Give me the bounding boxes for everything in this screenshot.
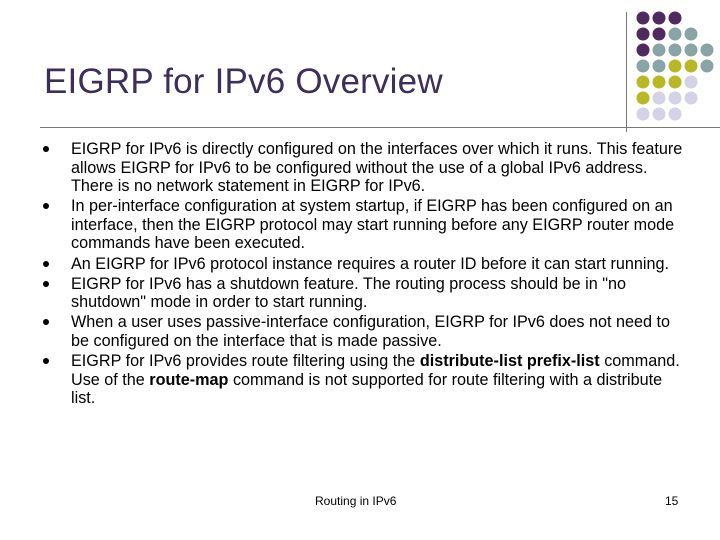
decorative-dot xyxy=(701,44,714,57)
decorative-dot xyxy=(685,92,698,105)
decorative-dot xyxy=(637,28,650,41)
decorative-dot xyxy=(669,28,682,41)
bullet-dot-icon xyxy=(43,358,49,364)
decorative-dot xyxy=(685,60,698,73)
bullet-list xyxy=(40,140,690,409)
bullet-item xyxy=(40,352,690,408)
bullet-item xyxy=(40,313,690,350)
page-number: 15 xyxy=(665,494,679,508)
bullet-text: EIGRP for IPv6 is directly configured on the interfaces over which it runs. This feature allows EIGRP for IPv6 to be configured without the use of a global IPv6 address. There is no network statement in EIGRP for IPv6. xyxy=(71,140,683,196)
decorative-dot xyxy=(653,108,666,121)
decorative-dot xyxy=(637,12,650,25)
decorative-dot xyxy=(653,92,666,105)
vertical-divider xyxy=(626,12,627,132)
decorative-dot xyxy=(637,92,650,105)
bullet-dot-icon xyxy=(43,281,49,287)
bullet-text: command. Use of the xyxy=(71,352,680,389)
decorative-dot xyxy=(669,76,682,89)
bullet-text: EIGRP for IPv6 has a shutdown feature. The routing process should be in "no shutdown" mode in order to start running. xyxy=(71,274,626,312)
bullet-dot-icon xyxy=(43,261,49,267)
bullet-bold-text: route-map xyxy=(149,370,229,389)
decorative-dot xyxy=(685,76,698,89)
decorative-dot xyxy=(669,92,682,105)
decorative-dot xyxy=(653,60,666,73)
decorative-dot xyxy=(653,44,666,57)
bullet-dot-icon xyxy=(43,203,49,209)
decorative-dot xyxy=(637,44,650,57)
bullet-item xyxy=(40,255,690,274)
decorative-dot xyxy=(669,60,682,73)
decorative-dot xyxy=(637,108,650,121)
slide-footer: Routing in IPv6 xyxy=(315,494,397,508)
bullet-item xyxy=(40,140,690,196)
bullet-text: In per-interface configuration at system startup, if EIGRP has been configured on an interface, then the EIGRP protocol may start running before any EIGRP router mode commands have been executed. xyxy=(71,197,675,253)
decorative-dot xyxy=(669,44,682,57)
decorative-dot xyxy=(653,12,666,25)
title-underline xyxy=(40,127,720,128)
bullet-item xyxy=(40,275,690,312)
decorative-dot xyxy=(637,76,650,89)
decorative-dot xyxy=(653,28,666,41)
decorative-dot xyxy=(685,28,698,41)
decorative-dot xyxy=(637,60,650,73)
decorative-dot xyxy=(701,60,714,73)
bullet-dot-icon xyxy=(43,319,49,325)
slide-title: EIGRP for IPv6 Overview xyxy=(44,62,443,101)
bullet-dot-icon xyxy=(43,146,49,152)
decorative-dot xyxy=(685,44,698,57)
bullet-bold-text: distribute-list prefix-list xyxy=(419,352,600,371)
bullet-text: command is not supported for route filtering with a distribute list. xyxy=(71,370,663,408)
bullet-text: When a user uses passive-interface configuration, EIGRP for IPv6 does not need to be configured on the interface that is made passive. xyxy=(71,313,670,350)
bullet-item xyxy=(40,197,690,253)
decorative-dot xyxy=(653,76,666,89)
bullet-text: An EIGRP for IPv6 protocol instance requires a router ID before it can start running. xyxy=(71,254,670,273)
decorative-dot xyxy=(669,108,682,121)
decorative-dot xyxy=(669,12,682,25)
bullet-text: EIGRP for IPv6 provides route filtering using the xyxy=(71,352,420,371)
